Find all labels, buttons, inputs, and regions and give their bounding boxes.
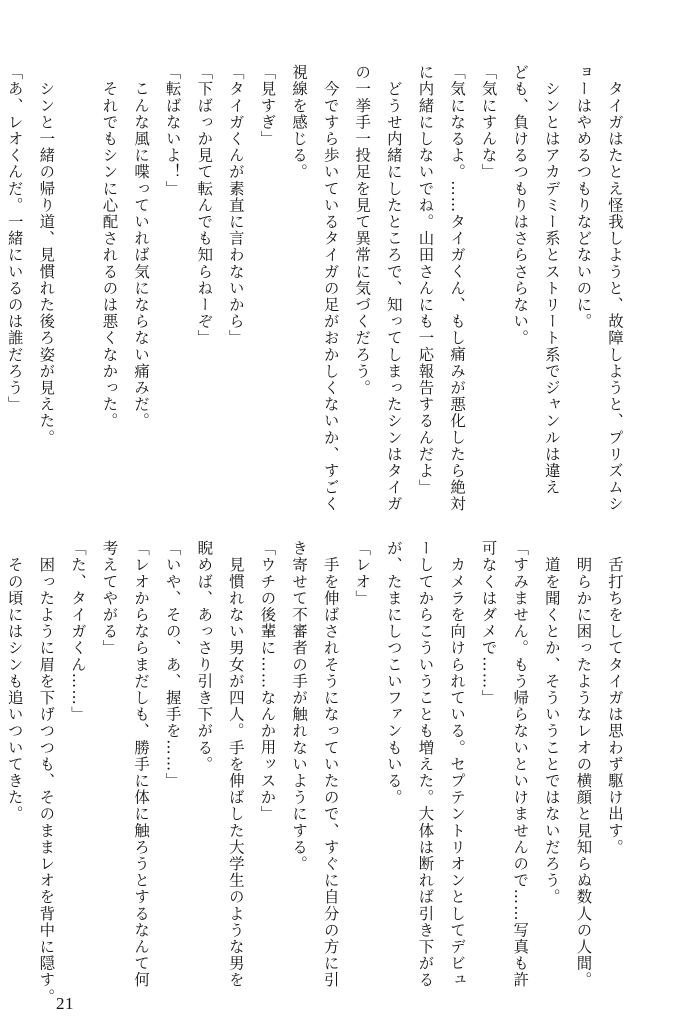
text-line: に内緒にしないでね。山田さんにも一応報告するんだよ」	[416, 64, 435, 496]
text-line: 「レオからならまだしも、勝手に体に触ろうとするなんて何	[132, 540, 151, 989]
text-line: シンと一緒の帰り道、見慣れた後ろ姿が見えた。	[37, 64, 56, 446]
text-line: 今ですら歩いているタイガの足がおかしくないか、すごく	[321, 64, 340, 513]
text-line: が、たまにしつこいファンもいる。	[384, 540, 403, 806]
text-line: 「見すぎ」	[258, 64, 277, 147]
text-line: 「タイガくんが素直に言わないから」	[226, 64, 245, 347]
text-line: 手を伸ばされそうになっていたので、すぐに自分の方に引	[321, 540, 340, 989]
page-number: 21	[56, 994, 74, 1013]
text-line: 可なくはダメで……」	[479, 540, 498, 706]
text-line: 明らかに困ったようなレオの横顔と見知らぬ数人の人間。	[574, 540, 593, 989]
text-line: 「気にすんな」	[479, 64, 498, 181]
text-line: 舌打ちをしてタイガは思わず駆け出す。	[606, 540, 624, 856]
text-line: 視線を感じる。	[290, 64, 309, 181]
text-line: 困ったように眉を下げつつも、そのままレオを背中に隠す。	[37, 540, 56, 1005]
text-line: ども、負けるつもりはさらさらない。	[511, 64, 530, 347]
text-line: カメラを向けられている。セプテントリオンとしてデビュ	[448, 540, 467, 989]
text-line: 「た、タイガくん……」	[68, 540, 87, 723]
text-line: 「気になるよ。……タイガくん、もし痛みが悪化したら絶対	[448, 64, 467, 513]
text-line: 「転ばないよ！」	[163, 64, 182, 197]
text-line: シンとはアカデミー系とストリート系でジャンルは違え	[542, 64, 561, 496]
text-line: こんな風に喋っていれば気にならない痛みだ。	[132, 64, 151, 430]
text-line: 「あ、レオくんだ。一緒にいるのは誰だろう」	[5, 64, 24, 413]
text-line: 「レオ」	[353, 540, 372, 607]
text-line: き寄せて不審者の手が触れないようにする。	[290, 540, 309, 872]
text-line: ョーはやめるつもりなどないのに。	[574, 64, 593, 330]
text-line: ーしてからこういうことも増えた。大体は断れば引き下がる	[416, 540, 435, 989]
text-line: 「いや、その、あ、握手を……」	[163, 540, 182, 789]
text-line: 見慣れない男女が四人。手を伸ばした大学生のような男を	[226, 540, 245, 989]
text-line: それでもシンに心配されるのは悪くなかった。	[100, 64, 119, 430]
text-line: その頃にはシンも追いついてきた。	[5, 540, 24, 823]
text-line: 道を聞くとか、そういうことではないだろう。	[542, 540, 561, 906]
text-line: 考えてやがる」	[100, 540, 119, 657]
text-line: 「すみません。もう帰らないといけませんので……写真も許	[511, 540, 530, 989]
upper-text-block	[5, 64, 630, 534]
text-line	[61, 64, 93, 534]
text-line: タイガはたとえ怪我しようと、故障しようと、プリズムシ	[606, 64, 624, 513]
text-line: 「下ばっか見て転んでも知らねーぞ」	[195, 64, 214, 347]
text-line: 睨めば、あっさり引き下がる。	[195, 540, 214, 773]
text-line: 「ウチの後輩に……なんか用ッスか」	[258, 540, 277, 823]
text-line: どうせ内緒にしたところで、知ってしまったシンはタイガ	[384, 64, 403, 513]
text-line: の一挙手一投足を見て異常に気づくだろう。	[353, 64, 372, 396]
